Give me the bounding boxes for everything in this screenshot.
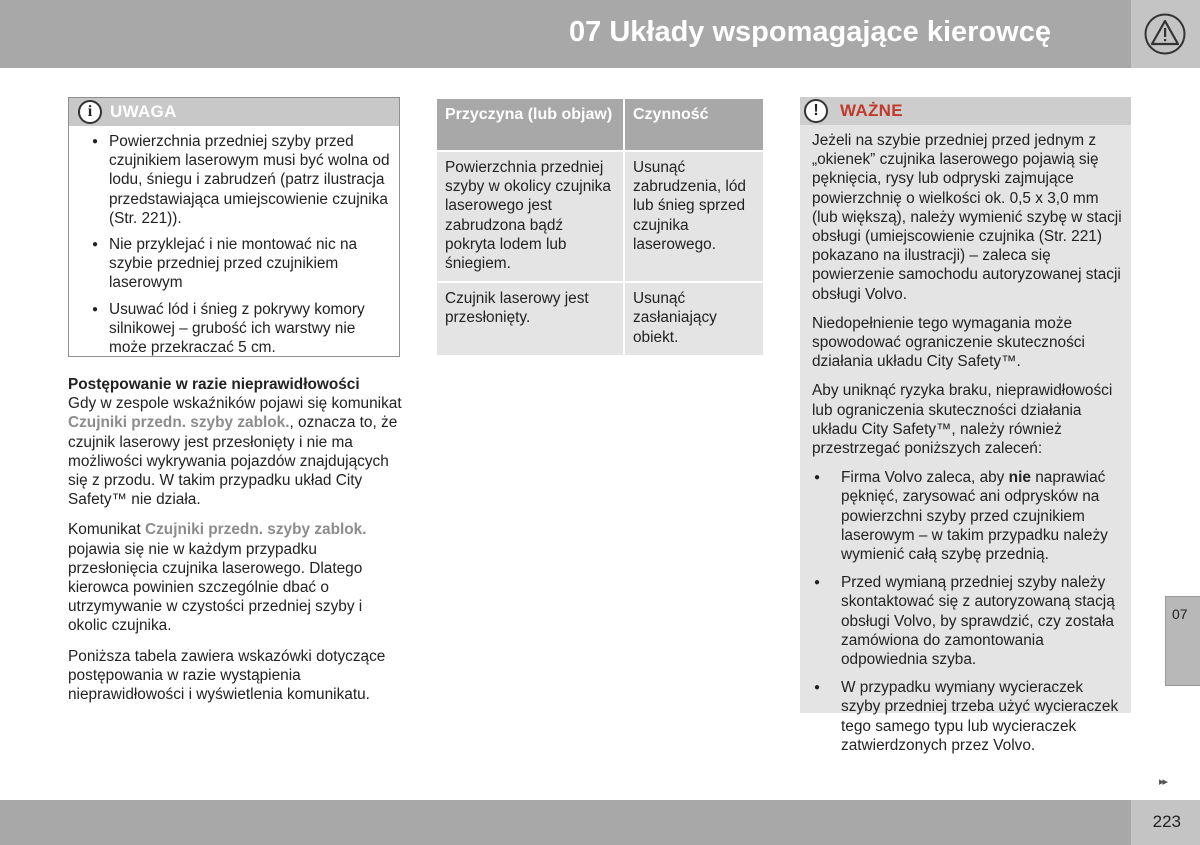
table-row bbox=[436, 151, 764, 282]
cause-action-table bbox=[435, 97, 765, 357]
list-item: ● Nie przyklejać i nie montować nic na szybie przedniej przed czujnikiem laserowym bbox=[82, 235, 394, 293]
header-bar bbox=[0, 0, 1131, 68]
paragraph: Jeżeli na szybie przedniej przed jednym z „okienek” czujnika laserowego pojawią się pęknięcia, rysy lub odpryski zajmujące powierzchnię o wielkości ok. 0,5 x 3,0 mm (lub większą), należy wymienić szybę w stacji obsługi (umiejscowienie czujnika (Str. 221) pokazano na ilustracji) – zaleca się powierzenie samochodu autoryzowanej stacji obsługi Volvo. bbox=[812, 132, 1122, 303]
important-title: WAŻNE bbox=[840, 101, 903, 120]
paragraph: Aby uniknąć ryzyka braku, nieprawidłowości lub ograniczenia skuteczności działania układu City Safety™, należy również przestrzegać poniższych zaleceń: bbox=[812, 382, 1113, 458]
footer-page-box bbox=[1131, 800, 1200, 845]
list-item: ● W przypadku wymiany wycieraczek szyby przedniej trzeba użyć wycieraczek tego samego typu lub wycieraczek zatwierdzonych przez Volvo. bbox=[812, 678, 1124, 755]
info-icon: i bbox=[78, 100, 102, 124]
note-header bbox=[69, 98, 399, 126]
note-box bbox=[68, 97, 400, 357]
list-item: ● Przed wymianą przedniej szyby należy skontaktować się z autoryzowaną stacją obsługi Volvo, by sprawdzić, czy została zamówiona do zamontowania odpowiednia szyba. bbox=[812, 573, 1124, 669]
page-title: 07 Układy wspomagające kierowcę bbox=[569, 16, 1051, 48]
message-text: Czujniki przedn. szyby zablok. bbox=[68, 414, 290, 432]
list-item: ● Usuwać lód i śnieg z pokrywy komory silnikowej – grubość ich warstwy nie może przekraczać 5 cm. bbox=[82, 300, 394, 358]
note-list bbox=[82, 132, 394, 364]
paragraph: Komunikat Czujniki przedn. szyby zablok. pojawia się nie w każdym przypadku przesłonięcia czujnika laserowego. Dlatego kierowca powinien szczególnie dbać o utrzymywanie w czystości przedniej szyby i okolic czujnika. bbox=[68, 521, 367, 635]
header-icon-box bbox=[1131, 0, 1200, 68]
paragraph: Gdy w zespole wskaźników pojawi się komunikat Czujniki przedn. szyby zablok., oznacza to, że czujnik laserowy jest przesłonięty i nie ma możliwości wykrywania pojazdów znajdujących się z przodu. W takim przypadku układ City Safety™ nie działa. bbox=[68, 395, 402, 509]
footer-bar bbox=[0, 800, 1131, 845]
column-header-cause: Przyczyna (lub objaw) bbox=[436, 98, 624, 151]
next-page-icon: ▸▸ bbox=[1159, 776, 1167, 788]
important-content bbox=[812, 131, 1124, 764]
paragraph: Niedopełnienie tego wymagania może spowodować ograniczenie skuteczności działania układu City Safety™. bbox=[812, 314, 1085, 371]
paragraph: Poniższa tabela zawiera wskazówki dotyczące postępowania w razie wystąpienia nieprawidłowości i wyświetlenia komunikatu. bbox=[68, 647, 386, 704]
troubleshooting-section bbox=[68, 375, 402, 715]
table-cell: Usunąć zabrudzenia, lód lub śnieg sprzed czujnika laserowego. bbox=[624, 151, 764, 282]
chapter-number: 07 bbox=[1172, 606, 1188, 622]
warning-triangle-icon bbox=[1143, 13, 1187, 55]
table-cell: Czujnik laserowy jest przesłonięty. bbox=[436, 282, 624, 356]
table-cell: Powierzchnia przedniej szyby w okolicy czujnika laserowego jest zabrudzona bądź pokryta lodem lub śniegiem. bbox=[436, 151, 624, 282]
note-title: UWAGA bbox=[110, 102, 177, 121]
exclamation-icon: ! bbox=[804, 99, 828, 123]
table-row bbox=[436, 282, 764, 356]
section-heading: Postępowanie w razie nieprawidłowości bbox=[68, 376, 360, 393]
table-cell: Usunąć zasłaniający obiekt. bbox=[624, 282, 764, 356]
column-header-action: Czynność bbox=[624, 98, 764, 151]
list-item: ● Firma Volvo zaleca, aby nie naprawiać pęknięć, zarysować ani odprysków na powierzchni szyby przed czujnikiem laserowym – w takim przypadku należy wymienić całą szybę przednią. bbox=[812, 468, 1124, 564]
list-item: ● Powierzchnia przedniej szyby przed czujnikiem laserowym musi być wolna od lodu, śniegu i zabrudzeń (patrz ilustracja przedstawiająca umiejscowienie czujnika (Str. 221)). bbox=[82, 132, 394, 228]
important-box bbox=[800, 97, 1131, 754]
important-list bbox=[812, 468, 1124, 755]
page-number: 223 bbox=[1152, 812, 1181, 831]
message-text: Czujniki przedn. szyby zablok. bbox=[145, 521, 367, 539]
chapter-tab bbox=[1165, 596, 1200, 686]
table-header-row bbox=[436, 98, 764, 151]
important-header bbox=[800, 97, 1131, 125]
